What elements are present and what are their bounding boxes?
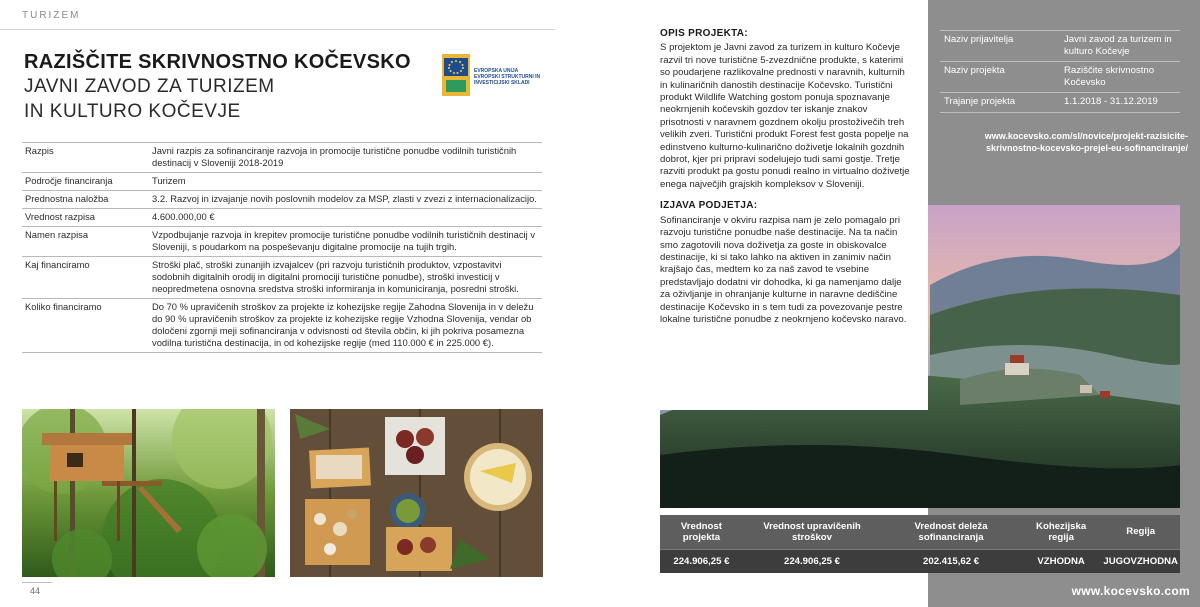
row-value: Do 70 % upravičenih stroškov za projekte iz kohezijske regije Zahodna Slovenija in v deležu do 90 % upravičenih stroškov za projekte iz kohezijske regije Vzhodna Slovenija, vendar ob določeni zgornji meji sofinanciranja v odvisnosti od števila občin, ki jih pokriva posamezna vodilna turistična destinacija, in od kohezijske regije (med 110.000 € in 225.000 €). bbox=[150, 299, 542, 353]
page-subtitle-line-2: IN KULTURO KOČEVJE bbox=[24, 101, 241, 122]
detail-value: Raziščite skrivnostno Kočevsko bbox=[1060, 62, 1180, 93]
website-link[interactable]: www.kocevsko.com bbox=[1071, 584, 1190, 598]
project-url-link[interactable]: www.kocevsko.com/sl/novice/projekt-razisicite-skrivnostno-kocevsko-prejel-eu-sofinanciranje/ bbox=[984, 131, 1188, 153]
table-row bbox=[940, 31, 1180, 62]
section-divider bbox=[0, 29, 555, 30]
row-label: Namen razpisa bbox=[22, 227, 150, 257]
row-label: Koliko financiramo bbox=[22, 299, 150, 353]
detail-value: 1.1.2018 - 31.12.2019 bbox=[1060, 93, 1180, 113]
izjava-heading: IZJAVA PODJETJA: bbox=[660, 200, 758, 212]
summary-value: JUGOVZHODNA bbox=[1101, 549, 1180, 573]
project-details-table bbox=[940, 30, 1180, 113]
page-title: RAZIŠČITE SKRIVNOSTNO KOČEVSKO bbox=[24, 51, 411, 73]
detail-label: Trajanje projekta bbox=[940, 93, 1060, 113]
eu-funds-logo bbox=[442, 54, 542, 96]
row-value: Vzpodbujanje razvoja in krepitev promocije turistične ponudbe vodilnih turističnih destinacij v Sloveniji, s poudarkom na pospeševanju digitalne promocije na tujih trgih. bbox=[150, 227, 542, 257]
row-value: 4.600.000,00 € bbox=[150, 209, 542, 227]
summary-value: 224.906,25 € bbox=[743, 549, 881, 573]
table-row bbox=[22, 299, 542, 353]
right-page bbox=[600, 0, 1200, 607]
table-row bbox=[22, 173, 542, 191]
section-label: TURIZEM bbox=[22, 10, 81, 21]
eu-flag-icon bbox=[442, 54, 470, 96]
table-row bbox=[22, 209, 542, 227]
table-row bbox=[22, 257, 542, 299]
summary-value: 202.415,62 € bbox=[881, 549, 1021, 573]
treehouse-forest-photo bbox=[22, 409, 275, 577]
summary-header: Vrednost upravičenih stroškov bbox=[743, 515, 881, 549]
row-label: Kaj financiramo bbox=[22, 257, 150, 299]
page-number-rule bbox=[22, 582, 52, 583]
detail-value: Javni zavod za turizem in kulturo Kočevje bbox=[1060, 31, 1180, 62]
page-subtitle-line-1: JAVNI ZAVOD ZA TURIZEM bbox=[24, 76, 275, 97]
row-label: Prednostna naložba bbox=[22, 191, 150, 209]
table-row bbox=[22, 143, 542, 173]
summary-value: 224.906,25 € bbox=[660, 549, 743, 573]
call-info-table bbox=[22, 142, 542, 353]
row-label: Razpis bbox=[22, 143, 150, 173]
summary-header: Regija bbox=[1101, 515, 1180, 549]
summary-header: Kohezijska regija bbox=[1021, 515, 1101, 549]
table-row bbox=[22, 227, 542, 257]
detail-label: Naziv prijavitelja bbox=[940, 31, 1060, 62]
financial-summary-table bbox=[660, 515, 1180, 573]
row-label: Področje financiranja bbox=[22, 173, 150, 191]
row-value: 3.2. Razvoj in izvajanje novih poslovnih modelov za MSP, zlasti v zvezi z internacionalizacijo. bbox=[150, 191, 542, 209]
row-label: Vrednost razpisa bbox=[22, 209, 150, 227]
summary-header: Vrednost projekta bbox=[660, 515, 743, 549]
table-row bbox=[940, 93, 1180, 113]
opis-text: S projektom je Javni zavod za turizem in kulturo Kočevje razvil tri nove turistične 5-zvezdnične produkte, s katerimi so poudarjene razlikovalne prednosti v naravnih, kulturnih in kulinaričnih danostih destinacije Kočevsko. Turistični produkt Wildlife Watching gostom ponuja spoznavanje neokrnjenih kočevskih gozdov ter iskanje znakov prisotnosti v naravnem gozdnem okolju prostoživečih treh velikih zveri. Turistični produkt Forest fest gosta popelje na edinstveno kulturno-kulinarično doživetje lokalnih gozdnih dobrot, kjer pri pripravi sodelujejo tudi sami gostje. Tretje razviti produkt pa gostu ponudi realno in virtualno doživetje enega največjih grajskih kompleksov v Sloveniji. bbox=[660, 42, 910, 190]
summary-header: Vrednost deleža sofinanciranja bbox=[881, 515, 1021, 549]
detail-label: Naziv projekta bbox=[940, 62, 1060, 93]
opis-heading: OPIS PROJEKTA: bbox=[660, 28, 748, 39]
summary-value: VZHODNA bbox=[1021, 549, 1101, 573]
row-value: Turizem bbox=[150, 173, 542, 191]
izjava-text: Sofinanciranje v okviru razpisa nam je zelo pomagalo pri razvoju turistične ponudbe naše destinacije. Na ta način smo zagotovili nova doživetja za goste in obiskovalce destinacije, ki si tako lahko na aktiven in zanimiv način krajšajo čas, medtem ko za naš zavod te vsebine predstavljajo dodatni vir dohodka, ki ga namenjamo dalje za oživljanje in ohranjanje kulturne in naravne dediščine destinacije Kočevsko in s tem tudi za povezovanje pestre lokalne turistične ponudbe z neokrnjeno kočevsko naravo. bbox=[660, 214, 907, 325]
title-block bbox=[24, 50, 444, 124]
row-value: Javni razpis za sofinanciranje razvoja in promocije turistične ponudbe vodilnih turističnih destinacij v Sloveniji 2018-2019 bbox=[150, 143, 542, 173]
table-row bbox=[940, 62, 1180, 93]
table-row bbox=[22, 191, 542, 209]
eu-logo-text: EVROPSKA UNIJA EVROPSKI STRUKTURNI IN INVESTICIJSKI SKLADI bbox=[474, 68, 541, 86]
local-food-photo bbox=[290, 409, 543, 577]
row-value: Stroški plač, stroški zunanjih izvajalcev (pri razvoju turističnih produktov, vzpostavitvi sodobnih digitalnih orodij in digitalni promociji turistične ponudbe), stroški investicij v neopredmetena osnovna sredstva stroški informiranja in komuniciranja, posredni stroški. bbox=[150, 257, 542, 299]
project-description-content bbox=[660, 28, 910, 335]
page-number: 44 bbox=[30, 586, 41, 596]
